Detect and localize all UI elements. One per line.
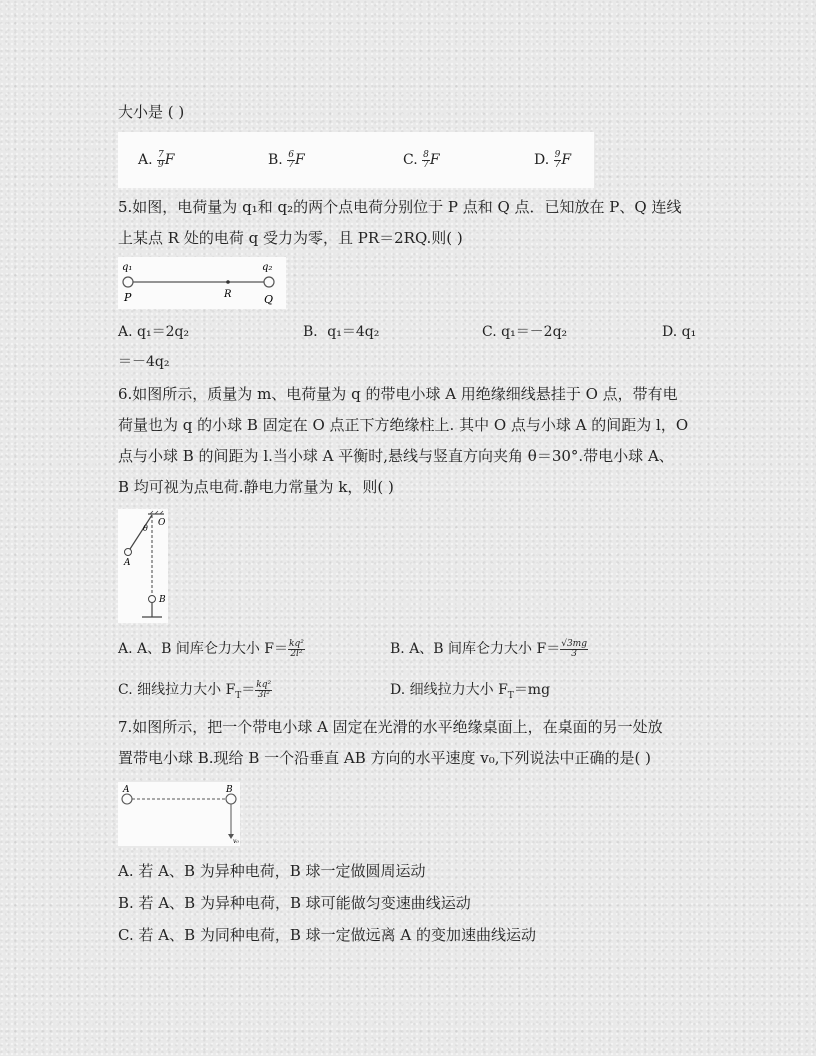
q6-ball-a bbox=[125, 549, 132, 556]
q4-option-c[interactable]: C. $\frac{8}{7}$ F bbox=[403, 149, 440, 170]
q6-option-b[interactable]: B. A、B 间库仑力大小 F＝ $\frac{√3mg}{3}$ bbox=[390, 638, 587, 659]
q6-thread bbox=[130, 515, 152, 549]
q6-pendulum-diagram bbox=[118, 509, 168, 623]
q5-charge-q bbox=[264, 277, 274, 287]
q5-label-r: R bbox=[224, 289, 232, 300]
q4-stem-tail: 大小是 ( ) bbox=[118, 103, 185, 121]
q6-stem-line-1: 6.如图所示，质量为 m、电荷量为 q 的带电小球 A 用绝缘细线悬挂于 O 点，带有电 bbox=[118, 385, 678, 403]
q5-label-p: P bbox=[124, 291, 132, 304]
q7-stem-line-2: 置带电小球 B.现给 B 一个沿垂直 AB 方向的水平速度 v₀,下列说法中正确的是( ) bbox=[118, 749, 652, 767]
q5-option-d-continued[interactable]: ＝－4q₂ bbox=[118, 354, 170, 370]
q5-option-c[interactable]: C. q₁＝－2q₂ bbox=[482, 324, 568, 340]
q7-option-a[interactable]: A. 若 A、B 为异种电荷，B 球一定做圆周运动 bbox=[118, 862, 426, 880]
q6-option-d[interactable]: D. 细线拉力大小 $F_T=mg$ bbox=[390, 682, 551, 701]
q5-charge-p bbox=[123, 277, 133, 287]
q4-options-panel bbox=[118, 132, 594, 188]
q6-stem-line-2: 荷量也为 q 的小球 B 固定在 O 点正下方绝缘柱上. 其中 O 点与小球 A 的间距为 l，O bbox=[118, 416, 689, 434]
q6-figure bbox=[118, 509, 168, 623]
q7-figure bbox=[118, 782, 240, 846]
q6-label-theta: θ bbox=[143, 524, 148, 533]
q5-option-a[interactable]: A. q₁＝2q₂ bbox=[118, 324, 190, 340]
q6-option-c[interactable]: C. 细线拉力大小 $F_T=$ $\frac{\text{kq²}}{\text{3l²}}$ bbox=[118, 679, 272, 701]
q7-label-b: B bbox=[226, 785, 233, 795]
q6-label-b: B bbox=[159, 595, 166, 605]
q5-label-q2: q₂ bbox=[262, 262, 273, 273]
q7-table-diagram bbox=[118, 782, 240, 846]
q6-stem-line-3: 点与小球 B 的间距为 l.当小球 A 平衡时,悬线与竖直方向夹角 θ＝30°.带电小球 A、 bbox=[118, 447, 674, 465]
q6-ball-b bbox=[149, 596, 156, 603]
q5-stem-line-1: 5.如图，电荷量为 q₁和 q₂的两个点电荷分别位于 P 点和 Q 点．已知放在 P、Q 连线 bbox=[118, 198, 682, 216]
q5-label-q: Q bbox=[264, 293, 274, 306]
q5-label-q1: q₁ bbox=[122, 262, 133, 273]
q5-charge-diagram bbox=[118, 257, 286, 309]
q6-stem-line-4: B 均可视为点电荷.静电力常量为 k，则( ) bbox=[118, 478, 394, 496]
q4-option-d[interactable]: D. $\frac{9}{7}$ F bbox=[534, 149, 572, 170]
q5-option-b[interactable]: B．q₁＝4q₂ bbox=[303, 324, 380, 340]
q5-point-r bbox=[226, 280, 230, 284]
q6-option-a[interactable]: A. A、B 间库仑力大小 F＝ $\frac{\text{kq²}}{\text{2l²}}$ bbox=[118, 638, 304, 659]
q7-ball-a bbox=[122, 794, 132, 804]
q5-stem-line-2: 上某点 R 处的电荷 q 受力为零，且 PR＝2RQ.则( ) bbox=[118, 229, 463, 247]
q7-option-c[interactable]: C. 若 A、B 为同种电荷，B 球一定做远离 A 的变加速曲线运动 bbox=[118, 926, 537, 944]
q4-option-b[interactable]: B. $\frac{6}{7}$ F bbox=[268, 149, 305, 170]
q7-stem-line-1: 7.如图所示，把一个带电小球 A 固定在光滑的水平绝缘桌面上，在桌面的另一处放 bbox=[118, 718, 663, 736]
q7-option-b[interactable]: B. 若 A、B 为异种电荷，B 球可能做匀变速曲线运动 bbox=[118, 894, 471, 912]
q7-ball-b bbox=[226, 794, 236, 804]
q5-figure bbox=[118, 257, 286, 309]
q6-label-o: O bbox=[158, 518, 166, 528]
q6-label-a: A bbox=[124, 558, 131, 568]
q7-label-a: A bbox=[123, 785, 130, 795]
q5-option-d[interactable]: D. q₁ bbox=[662, 324, 697, 340]
q7-label-v0: v₀ bbox=[233, 838, 239, 845]
q4-option-a[interactable]: A. $\frac{7}{9}$ F bbox=[138, 149, 175, 170]
